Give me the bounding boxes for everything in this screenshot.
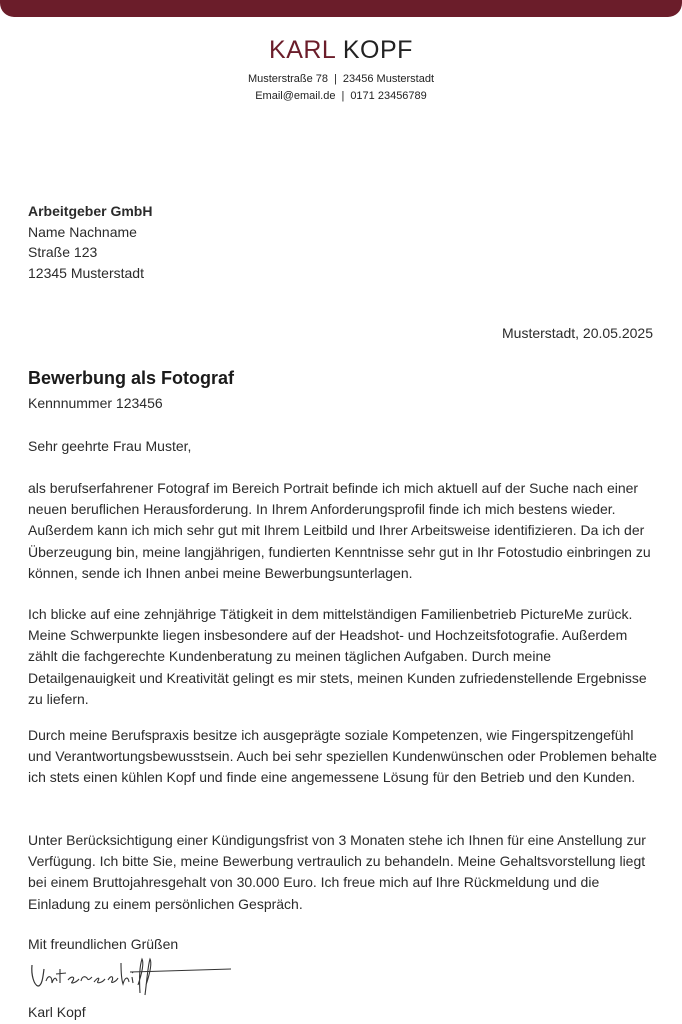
- body-paragraph-4: Unter Berücksichtigung einer Kündigungsfrist von 3 Monaten stehe ich Ihnen für eine Anstellung zur Verfügung. Ich bitte Sie, meine Bewerbung vertraulich zu behandeln. Meine Gehaltsvorstellung liegt bei einem Bruttojahresgehalt von 30.000 Euro. Ich freue mich auf Ihre Rückmeldung und die Einladung zu einem persönlichen Gespräch.: [28, 832, 646, 912]
- letter-date: Musterstadt, 20.05.2025: [502, 325, 653, 341]
- recipient-name: Name Nachname: [28, 223, 137, 240]
- separator: |: [341, 90, 345, 102]
- sender-address: [0, 72, 682, 86]
- handwritten-signature: [26, 955, 236, 997]
- sender-name: [0, 35, 682, 65]
- sender-last-name: KOPF: [342, 36, 413, 64]
- sender-phone: 0171 23456789: [350, 90, 427, 102]
- recipient-street: Straße 123: [28, 244, 98, 260]
- recipient-city: 12345 Musterstadt: [28, 264, 144, 281]
- reference-number: Kennnummer 123456: [28, 395, 163, 411]
- body-paragraph-1: als berufserfahrener Fotograf im Bereich Portrait befinde ich mich aktuell auf der Suche nach einer neuen beruflichen Herausforderung. In Ihrem Anforderungsprofil finde ich mich bestens wieder. Außerdem kann ich mich sehr gut mit Ihrem Leitbild und Ihrer Arbeitsweise identifizieren. Da ich der Überzeugung bin, meine langjährigen, fundierten Kenntnisse sehr gut in Ihr Fotostudio einbringen zu können, sende ich Ihnen anbei meine Bewerbungsunterlagen.: [28, 480, 651, 581]
- closing-phrase: Mit freundlichen Grüßen: [28, 936, 179, 952]
- sender-street: Musterstraße 78: [247, 73, 329, 85]
- sender-email: Email@email.de: [255, 90, 336, 102]
- separator: |: [334, 73, 337, 85]
- top-accent-bar: [0, 0, 682, 17]
- recipient-company: Arbeitgeber GmbH: [28, 203, 153, 219]
- sender-first-name: KARL: [269, 36, 336, 64]
- sender-city: 23456 Musterstadt: [342, 73, 435, 85]
- body-paragraph-2: Ich blicke auf eine zehnjährige Tätigkeit in dem mittelständigen Familienbetrieb PictureMe zurück. Meine Schwerpunkte liegen insbesondere auf der Headshot- und Hochzeitsfotografie. Außerdem zählt die fachgerechte Kundenberatung zu meinen täglichen Aufgaben. Durch meine Detailgenauigkeit und Kreativität gelingt es mir stets, meinen Kunden zufriedenstellende Ergebnisse zu liefern.: [28, 606, 647, 707]
- salutation: Sehr geehrte Frau Muster,: [28, 438, 192, 454]
- body-paragraph-3: Durch meine Berufspraxis besitze ich ausgeprägte soziale Kompetenzen, wie Fingerspitzengefühl und Verantwortungsbewusstsein. Auch bei sehr speziellen Kundenwünschen oder Problemen behalte ich stets einen kühlen Kopf und finde eine angemessene Lösung für den Betrieb und den Kunden.: [28, 727, 657, 786]
- letter-subject: Bewerbung als Fotograf: [28, 368, 235, 388]
- signer-name: Karl Kopf: [28, 1004, 86, 1020]
- sender-contact: [0, 89, 682, 103]
- recipient-block: [28, 201, 152, 283]
